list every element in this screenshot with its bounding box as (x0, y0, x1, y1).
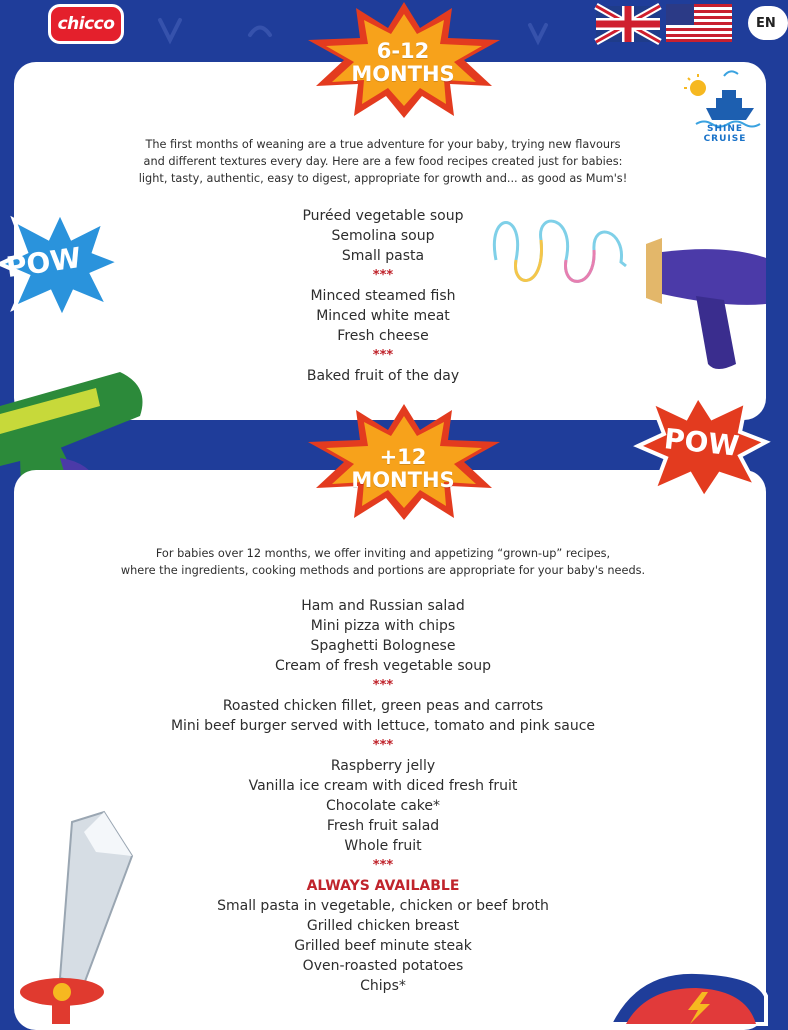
pow-left-text: POW (4, 240, 84, 285)
menu-separator: *** (372, 348, 394, 363)
spring-icon (486, 200, 646, 300)
ray-gun-icon (636, 234, 766, 374)
menu-item: Vanilla ice cream with diced fresh fruit (248, 778, 518, 794)
toy-sword-icon (0, 812, 140, 1024)
menu-item: Raspberry jelly (330, 758, 436, 774)
menu-item: Roasted chicken fillet, green peas and carrots (222, 698, 544, 714)
menu-item: Baked fruit of the day (306, 368, 460, 384)
section2-intro (80, 545, 686, 579)
badge-6-12-label (333, 40, 473, 86)
menu-item: Fresh cheese (337, 328, 429, 344)
menu-separator: *** (372, 738, 394, 753)
menu-item: Mini pizza with chips (310, 618, 456, 634)
menu-item: Minced white meat (316, 308, 450, 324)
always-item: Chips* (360, 978, 406, 994)
menu-separator: *** (372, 268, 394, 283)
menu-item: Fresh fruit salad (326, 818, 440, 834)
menu-item: Cream of fresh vegetable soup (275, 658, 491, 674)
menu-item: Small pasta (341, 248, 425, 264)
section1-intro-line: The first months of weaning are a true adventure for your baby, trying new flavours (145, 138, 621, 151)
always-item: Small pasta in vegetable, chicken or beef broth (217, 898, 549, 914)
always-available-heading: ALWAYS AVAILABLE (306, 878, 460, 894)
badge-6-12-age: 6-12 (376, 39, 430, 63)
us-flag-icon[interactable] (666, 4, 732, 42)
section2-intro-line: where the ingredients, cooking methods and portions are appropriate for your baby's needs. (120, 564, 646, 577)
uk-flag-icon[interactable] (596, 6, 660, 42)
menu-separator: *** (372, 678, 394, 693)
language-selector[interactable]: EN (748, 6, 788, 40)
badge-12-plus-label (333, 446, 473, 492)
badge-12-plus-age: +12 (379, 445, 427, 469)
menu-separator: *** (372, 858, 394, 873)
menu-item: Minced steamed fish (310, 288, 456, 304)
menu-item: Ham and Russian salad (301, 598, 465, 614)
section1-intro-line: and different textures every day. Here are a few food recipes created just for babies: (143, 155, 623, 168)
always-item: Oven-roasted potatoes (302, 958, 464, 974)
menu-item: Semolina soup (331, 228, 435, 244)
menu-item: Chocolate cake* (326, 798, 440, 814)
always-item: Grilled beef minute steak (294, 938, 472, 954)
menu-item: Spaghetti Bolognese (310, 638, 456, 654)
badge-12-plus-months: MONTHS (351, 468, 455, 492)
hero-mask-icon (606, 966, 766, 1024)
menu-item: Whole fruit (344, 838, 422, 854)
menu-item: Puréed vegetable soup (302, 208, 464, 224)
badge-6-12-months: MONTHS (351, 62, 455, 86)
section1-intro-line: light, tasty, authentic, easy to digest, appropriate for growth and... as good as Mum's! (138, 172, 628, 185)
menu-item: Mini beef burger served with lettuce, tomato and pink sauce (170, 718, 596, 734)
section2-menu (80, 596, 686, 996)
cruise-name: SHINE CRUISE (703, 124, 747, 144)
section2-intro-line: For babies over 12 months, we offer inviting and appetizing “grown-up” recipes, (155, 547, 611, 560)
chicco-logo[interactable]: chicco (48, 4, 124, 44)
pow-right-text: POW (662, 422, 741, 463)
always-item: Grilled chicken breast (306, 918, 460, 934)
section1-intro (110, 136, 656, 187)
